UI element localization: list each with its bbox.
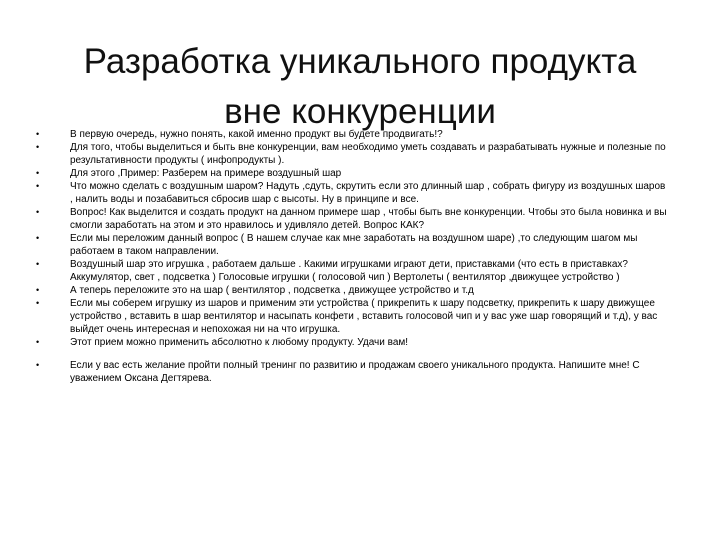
bullet-item — [36, 180, 668, 206]
bullet-dot: • — [36, 259, 40, 269]
title-line-1: Разработка уникального продукта — [83, 42, 637, 82]
bullet-text: Для этого ,Пример: Разберем на примере воздушный шар — [70, 168, 342, 179]
title-line-2: вне конкуренции — [224, 92, 496, 132]
bullet-text: Если у вас есть желание пройти полный тренинг по развитию и продажам своего уникального продукта. Напишите мне! С уважением Оксана Дегтярева. — [70, 360, 640, 384]
bullet-text: Для того, чтобы выделиться и быть вне конкуренции, вам необходимо уметь создавать и разрабатывать нужные и полезные по результативности продукты ( инфопродукты ). — [70, 142, 666, 166]
bullet-text: Если мы переложим данный вопрос ( В нашем случае как мне заработать на воздушном шаре) ,то следующим шагом мы работаем в таком направлении. — [70, 233, 638, 257]
bullet-dot: • — [36, 233, 40, 243]
bullet-dot: • — [36, 129, 40, 139]
bullet-dot: • — [36, 285, 40, 295]
bullet-item — [36, 141, 668, 167]
bullet-text: Этот прием можно применить абсолютно к любому продукту. Удачи вам! — [70, 337, 409, 348]
bullet-dot: • — [36, 207, 40, 217]
bullet-text: Что можно сделать с воздушным шаром? Надуть ,сдуть, скрутить если это длинный шар , собрать фигуру из воздушных шаров , налить воды и позабавиться сбросив шар с высоты. Ну в принципе и все. — [70, 181, 666, 205]
bullet-item — [36, 284, 668, 297]
bullet-item — [36, 128, 668, 141]
slide-title — [40, 37, 680, 137]
bullet-text: Воздушный шар это игрушка , работаем дальше . Какими игрушками играют дети, приставками (что есть в приставках? Аккумулятор, свет , подсветка ) Голосовые игрушки ( голосовой чип ) Вертолеты ( вентилятор ,движущее устройство ) — [70, 259, 628, 283]
bullet-item — [36, 258, 668, 284]
bullet-item — [36, 167, 668, 180]
bullet-item — [36, 232, 668, 258]
bullet-item — [36, 336, 668, 349]
bullet-item — [36, 297, 668, 336]
bullet-dot: • — [36, 298, 40, 308]
bullet-item — [36, 206, 668, 232]
bullet-dot: • — [36, 181, 40, 191]
bullet-text: А теперь переложите это на шар ( вентилятор , подсветка , движущее устройство и т.д — [70, 285, 474, 296]
bullet-item — [36, 359, 668, 385]
bullet-list — [36, 128, 668, 385]
bullet-dot: • — [36, 142, 40, 152]
bullet-dot: • — [36, 168, 40, 178]
bullet-dot: • — [36, 360, 40, 370]
bullet-text: Вопрос! Как выделится и создать продукт на данном примере шар , чтобы быть вне конкуренции. Чтобы это была новинка и вы смогли заработать на этом и это нравилось и удивляло детей. Вопрос КАК? — [70, 207, 667, 231]
bullet-text: В первую очередь, нужно понять, какой именно продукт вы будете продвигать!? — [70, 129, 443, 140]
bullet-dot: • — [36, 337, 40, 347]
bullet-text: Если мы соберем игрушку из шаров и применим эти устройства ( прикрепить к шару подсветку, прикрепить к шару движущее устройство , вставить в шар вентилятор и насыпать конфети , вставить голосовой чип и у вас уже шар говорящий и т.д), у вас выйдет очень интересная и непохожая ни на что игрушка. — [70, 298, 658, 335]
